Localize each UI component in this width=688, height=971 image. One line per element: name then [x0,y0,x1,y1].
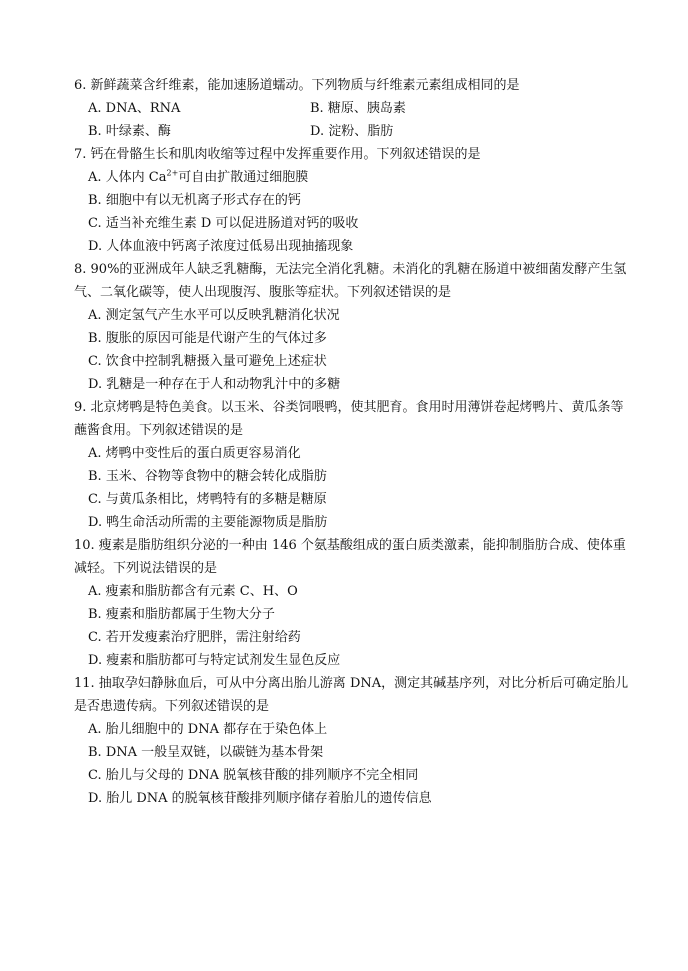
option-c: B. 叶绿素、酶 [88,124,171,139]
option-c: C. 适当补充维生素 D 可以促进肠道对钙的吸收 [88,216,359,231]
option-c: C. 胎儿与父母的 DNA 脱氧核苷酸的排列顺序不完全相同 [88,768,419,783]
option-d: D. 鸭生命活动所需的主要能源物质是脂肪 [88,515,328,530]
option-grid [74,97,634,143]
question-7 [74,143,634,258]
option-c: C. 饮食中控制乳糖摄入量可避免上述症状 [88,354,327,369]
option-b: B. 瘦素和脂肪都属于生物大分子 [88,607,275,622]
option-d: D. 瘦素和脂肪都可与特定试剂发生显色反应 [88,653,341,668]
option-c: C. 与黄瓜条相比，烤鸭特有的多糖是糖原 [88,492,327,507]
question-9 [74,396,634,534]
question-stem: 10. 瘦素是脂肪组织分泌的一种由 146 个氨基酸组成的蛋白质类激素，能抑制脂肪合成、使体重减轻。下列说法错误的是 [74,538,626,576]
option-d: D. 淀粉、脂肪 [310,124,394,139]
question-8 [74,258,634,396]
option-a [74,166,634,189]
option-a: A. 瘦素和脂肪都含有元素 C、H、O [88,584,298,599]
option-b: B. 玉米、谷物等食物中的糖会转化成脂肪 [88,469,327,484]
question-11 [74,672,634,810]
option-b: B. DNA 一般呈双链，以碳链为基本骨架 [88,745,324,760]
option-a: A. 胎儿细胞中的 DNA 都存在于染色体上 [88,722,328,737]
option-d: D. 人体血液中钙离子浓度过低易出现抽搐现象 [88,239,354,254]
option-a: A. 烤鸭中变性后的蛋白质更容易消化 [88,446,301,461]
option-c: C. 若开发瘦素治疗肥胖，需注射给药 [88,630,301,645]
option-a: A. 测定氢气产生水平可以反映乳糖消化状况 [88,308,340,323]
question-stem: 8. 90%的亚洲成年人缺乏乳糖酶，无法完全消化乳糖。未消化的乳糖在肠道中被细菌发酵产生氢气、二氧化碳等，使人出现腹泻、腹胀等症状。下列叙述错误的是 [74,262,627,300]
option-d: D. 乳糖是一种存在于人和动物乳汁中的多糖 [88,377,341,392]
option-a: A. DNA、RNA [88,101,181,116]
option-text: 可自由扩散通过细胞膜 [178,170,309,185]
option-b: B. 细胞中有以无机离子形式存在的钙 [88,193,301,208]
question-stem: 9. 北京烤鸭是特色美食。以玉米、谷类饲喂鸭，使其肥育。食用时用薄饼卷起烤鸭片、黄瓜条等蘸酱食用。下列叙述错误的是 [74,400,624,438]
question-6 [74,74,634,143]
question-stem: 6. 新鲜蔬菜含纤维素，能加速肠道蠕动。下列物质与纤维素元素组成相同的是 [74,78,520,93]
question-10 [74,534,634,672]
question-stem: 11. 抽取孕妇静脉血后，可从中分离出胎儿游离 DNA，测定其碱基序列，对比分析后可确定胎儿是否患遗传病。下列叙述错误的是 [74,676,629,714]
question-stem: 7. 钙在骨骼生长和肌肉收缩等过程中发挥重要作用。下列叙述错误的是 [74,147,481,162]
option-b: B. 腹胀的原因可能是代谢产生的气体过多 [88,331,327,346]
option-d: D. 胎儿 DNA 的脱氧核苷酸排列顺序储存着胎儿的遗传信息 [88,791,432,806]
option-text: A. 人体内 Ca [88,170,167,185]
option-b: B. 糖原、胰岛素 [310,101,406,116]
superscript-charge: 2+ [166,168,179,178]
